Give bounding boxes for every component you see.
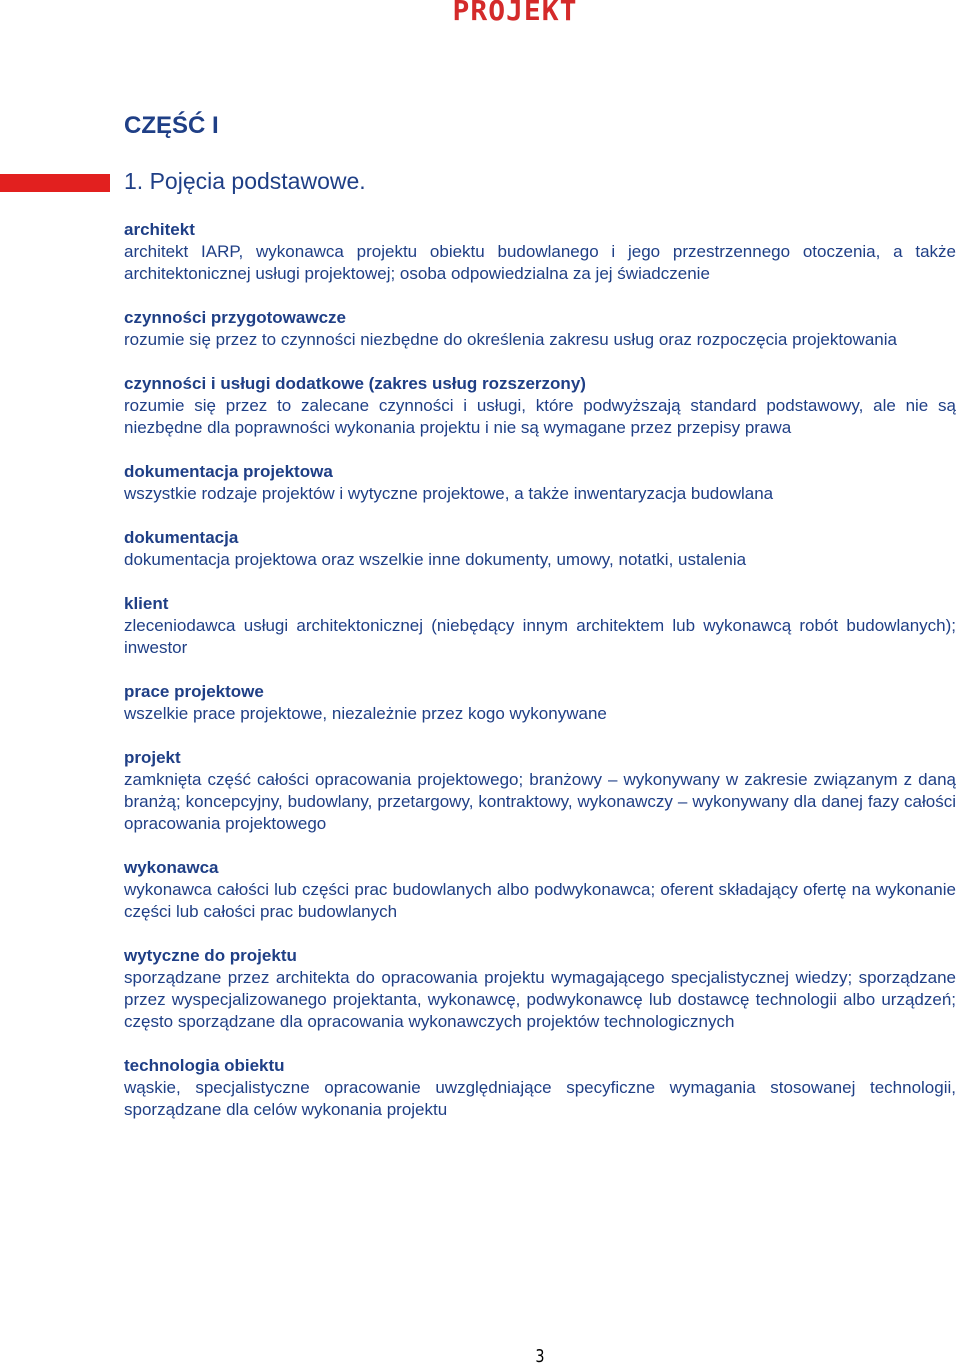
- definition: wykonawca całości lub części prac budowlanych albo podwykonawca; oferent składający ofertę na wykonanie części lub całości prac budowlanych: [124, 880, 956, 921]
- definition-entry: [124, 373, 956, 439]
- definition: wszelkie prace projektowe, niezależnie przez kogo wykonywane: [124, 704, 607, 723]
- term: dokumentacja: [124, 528, 239, 547]
- section-marker-bar: [0, 174, 110, 192]
- definitions-list: [124, 219, 956, 1143]
- term: dokumentacja projektowa: [124, 462, 333, 481]
- definition-entry: [124, 307, 956, 351]
- definition-entry: [124, 945, 956, 1033]
- definition: rozumie się przez to czynności niezbędne do określenia zakresu usług oraz rozpoczęcia projektowania: [124, 330, 897, 349]
- definition: zleceniodawca usługi architektonicznej (niebędący innym architektem lub wykonawcą robót budowlanych); inwestor: [124, 616, 956, 657]
- definition: rozumie się przez to zalecane czynności i usługi, które podwyższają standard podstawowy, ale nie są niezbędne dla poprawności wykonania projektu i nie są wymagane przez przepisy prawa: [124, 396, 956, 437]
- term: wytyczne do projektu: [124, 946, 297, 965]
- definition-entry: [124, 219, 956, 285]
- term: prace projektowe: [124, 682, 264, 701]
- section-title: 1. Pojęcia podstawowe.: [124, 168, 366, 194]
- definition-entry: [124, 1055, 956, 1121]
- definition: architekt IARP, wykonawca projektu obiektu budowlanego i jego przestrzennego otoczenia, a także architektonicznej usługi projektowej; osoba odpowiedzialna za jej świadczenie: [124, 242, 956, 283]
- term: czynności i usługi dodatkowe (zakres usług rozszerzony): [124, 374, 586, 393]
- definition-entry: [124, 747, 956, 835]
- page-number: 3: [535, 1346, 545, 1367]
- definition: zamknięta część całości opracowania projektowego; branżowy – wykonywany w zakresie związanym z daną branżą; koncepcyjny, budowlany, przetargowy, kontraktowy, wykonawczy – wykonywany dla danej fazy całości opracowania projektowego: [124, 770, 956, 833]
- definition-entry: [124, 857, 956, 923]
- term: czynności przygotowawcze: [124, 308, 346, 327]
- definition-entry: [124, 461, 956, 505]
- term: projekt: [124, 748, 181, 767]
- definition: dokumentacja projektowa oraz wszelkie inne dokumenty, umowy, notatki, ustalenia: [124, 550, 747, 569]
- term: technologia obiektu: [124, 1056, 285, 1075]
- projekt-watermark: PROJEKT: [452, 0, 578, 27]
- definition-entry: [124, 527, 956, 571]
- definition-entry: [124, 593, 956, 659]
- term: klient: [124, 594, 169, 613]
- definition: sporządzane przez architekta do opracowania projektu wymagającego specjalistycznej wiedzy; sporządzane przez wyspecjalizowanego projektanta, wykonawcę, podwykonawcę lub dostawcę technologii albo urządzeń; często sporządzane dla opracowania wykonawczych projektów technologicznych: [124, 968, 956, 1031]
- part-title: CZĘŚĆ I: [124, 112, 219, 139]
- definition: wąskie, specjalistyczne opracowanie uwzględniające specyficzne wymagania stosowanej technologii, sporządzane dla celów wykonania projektu: [124, 1078, 956, 1119]
- definition-entry: [124, 681, 956, 725]
- definition: wszystkie rodzaje projektów i wytyczne projektowe, a także inwentaryzacja budowlana: [124, 484, 774, 503]
- term: architekt: [124, 220, 195, 239]
- term: wykonawca: [124, 858, 219, 877]
